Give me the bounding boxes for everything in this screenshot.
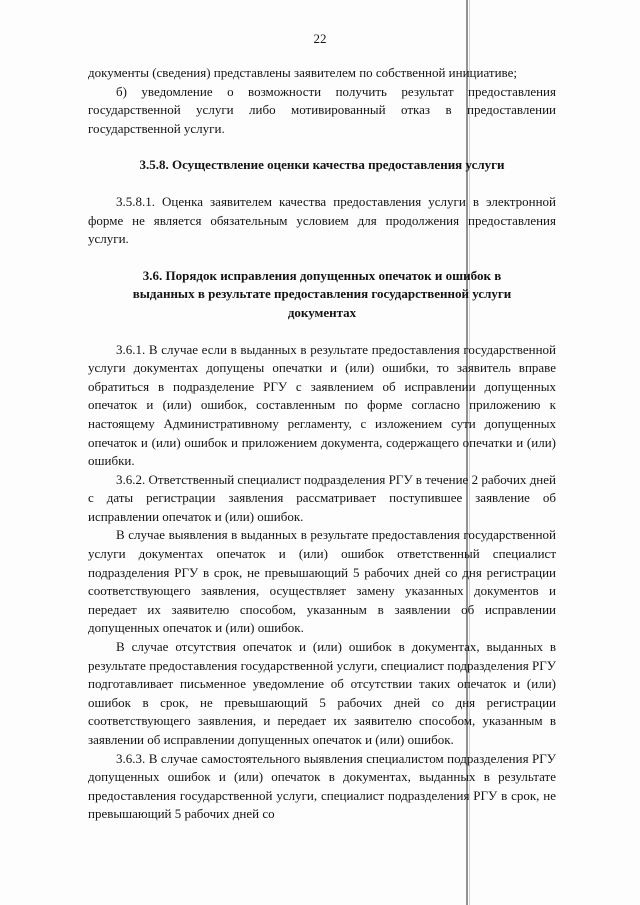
document-body (88, 64, 556, 824)
heading-3-5-8: 3.5.8. Осуществление оценки качества предоставления услуги (139, 157, 505, 173)
paragraph-3-6-1: 3.6.1. В случае если в выданных в результате предоставления государственной услуги документах допущены опечатки и (или) ошибки, то заявитель вправе обратиться в подразделение РГУ с заявлением об исправлении допущенных опечаток и (или) ошибок, составленным по форме согласно приложению к настоящему Административному регламенту, с изложением сути допущенных опечаток и (или) ошибок и приложением документа, содержащего опечатки и (или) ошибки. (88, 341, 556, 469)
paragraph-3-6-3: 3.6.3. В случае самостоятельного выявления специалистом подразделения РГУ допущенных ошибок и (или) опечаток в документах, выданных в результате предоставления государственной услуги, специалист подразделения РГУ в срок, не превышающий 5 рабочих дней со (88, 750, 556, 822)
heading-3-6: 3.6. Порядок исправления допущенных опечаток и ошибок в выданных в результате предоставления государственной услуги документах (132, 267, 512, 320)
paragraph-3-6-2: 3.6.2. Ответственный специалист подразделения РГУ в течение 2 рабочих дней с даты регистрации заявления рассматривает поступившее заявление об исправлении опечаток и (или) ошибок. (88, 471, 556, 524)
paragraph-no-errors: В случае отсутствия опечаток и (или) ошибок в документах, выданных в результате предоставления государственной услуги, специалист подразделения РГУ подготавливает письменное уведомление об отсутствии таких опечаток и (или) ошибок в срок, не превышающий 5 рабочих дней со дня регистрации соответствующего заявления, и передает их заявителю способом, указанным в заявлении об исправлении допущенных опечаток и (или) ошибок. (88, 639, 556, 747)
page-number: 22 (313, 31, 327, 46)
paragraph-notification: б) уведомление о возможности получить результат предоставления государственной услуги либо мотивированный отказ в предоставлении государственной услуги. (88, 83, 556, 136)
paragraph-errors-found: В случае выявления в выданных в результате предоставления государственной услуги документах опечаток и (или) ошибок ответственный специалист подразделения РГУ в срок, не превышающий 5 рабочих дней со дня регистрации соответствующего заявления, осуществляет замену указанных документов и передает их заявителю способом, указанным в заявлении об исправлении допущенных опечаток и (или) ошибок. (88, 527, 556, 636)
paragraph-documents-initiative: документы (сведения) представлены заявителем по собственной инициативе; (88, 65, 517, 80)
paragraph-3-5-8-1: 3.5.8.1. Оценка заявителем качества предоставления услуги в электронной форме не является обязательным условием для продолжения предоставления услуги. (88, 193, 556, 247)
